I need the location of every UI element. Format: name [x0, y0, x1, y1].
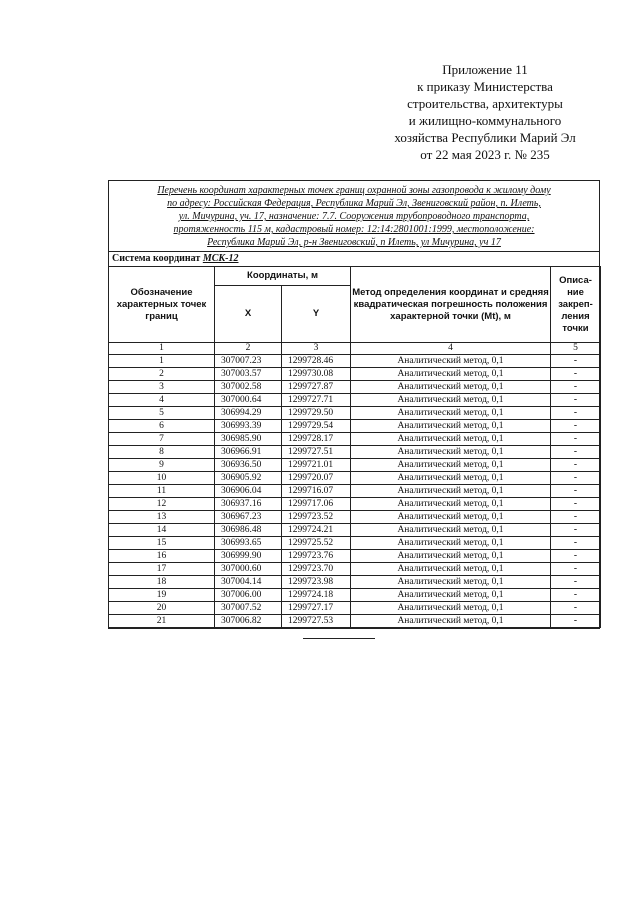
- header-fixing: Описа-ние закреп-ления точки: [551, 267, 601, 343]
- method-cell: Аналитический метод, 0,1: [351, 537, 551, 550]
- method-cell: Аналитический метод, 0,1: [351, 563, 551, 576]
- method-cell: Аналитический метод, 0,1: [351, 381, 551, 394]
- point-number-cell: 14: [109, 524, 215, 537]
- y-coordinate-cell: 1299729.50: [282, 407, 351, 420]
- x-coordinate-cell: 306994.29: [215, 407, 282, 420]
- header-y: Y: [282, 286, 351, 343]
- method-cell: Аналитический метод, 0,1: [351, 550, 551, 563]
- point-number-cell: 2: [109, 368, 215, 381]
- header-method: Метод определения координат и средняя квадратическая погрешность положения характерной точки (Mt), м: [351, 267, 551, 343]
- table-row: [109, 433, 601, 446]
- point-number-cell: 8: [109, 446, 215, 459]
- x-coordinate-cell: 306993.65: [215, 537, 282, 550]
- y-coordinate-cell: 1299723.70: [282, 563, 351, 576]
- table-row: [109, 355, 601, 368]
- x-coordinate-cell: 307000.64: [215, 394, 282, 407]
- table-row: [109, 550, 601, 563]
- table-row: [109, 472, 601, 485]
- header-designation: Обозначение характерных точек границ: [109, 267, 215, 343]
- caption-line: протяженность 115 м, кадастровый номер: 12:14:2801001:1999, местоположение:: [173, 224, 535, 235]
- point-number-cell: 6: [109, 420, 215, 433]
- x-coordinate-cell: 306986.48: [215, 524, 282, 537]
- table-row: [109, 602, 601, 615]
- closing-rule: [303, 638, 375, 639]
- x-coordinate-cell: 307003.57: [215, 368, 282, 381]
- table-row: [109, 381, 601, 394]
- appendix-line: Приложение 11: [442, 62, 528, 77]
- method-cell: Аналитический метод, 0,1: [351, 524, 551, 537]
- fixing-cell: -: [551, 433, 601, 446]
- column-numbers-row: [109, 343, 601, 355]
- y-coordinate-cell: 1299728.17: [282, 433, 351, 446]
- point-number-cell: 20: [109, 602, 215, 615]
- table-row: [109, 446, 601, 459]
- table-row: [109, 498, 601, 511]
- x-coordinate-cell: 306985.90: [215, 433, 282, 446]
- table-row: [109, 485, 601, 498]
- y-coordinate-cell: 1299723.52: [282, 511, 351, 524]
- x-coordinate-cell: 306936.50: [215, 459, 282, 472]
- y-coordinate-cell: 1299730.08: [282, 368, 351, 381]
- table-row: [109, 511, 601, 524]
- point-number-cell: 9: [109, 459, 215, 472]
- coordinate-system-label: Система координат: [112, 253, 201, 264]
- table-row: [109, 459, 601, 472]
- appendix-line: хозяйства Республики Марий Эл: [394, 130, 576, 145]
- table-row: [109, 563, 601, 576]
- x-coordinate-cell: 307006.82: [215, 615, 282, 628]
- method-cell: Аналитический метод, 0,1: [351, 368, 551, 381]
- column-number: 5: [551, 343, 601, 355]
- table-row: [109, 394, 601, 407]
- x-coordinate-cell: 306937.16: [215, 498, 282, 511]
- fixing-cell: -: [551, 394, 601, 407]
- point-number-cell: 21: [109, 615, 215, 628]
- point-number-cell: 4: [109, 394, 215, 407]
- fixing-cell: -: [551, 355, 601, 368]
- fixing-cell: -: [551, 368, 601, 381]
- method-cell: Аналитический метод, 0,1: [351, 355, 551, 368]
- appendix-line: к приказу Министерства: [417, 79, 553, 94]
- fixing-cell: -: [551, 537, 601, 550]
- table-row: [109, 407, 601, 420]
- coordinates-table-body: [109, 355, 601, 628]
- y-coordinate-cell: 1299725.52: [282, 537, 351, 550]
- y-coordinate-cell: 1299723.76: [282, 550, 351, 563]
- x-coordinate-cell: 306905.92: [215, 472, 282, 485]
- fixing-cell: -: [551, 446, 601, 459]
- coordinates-document-frame: [108, 180, 600, 629]
- y-coordinate-cell: 1299721.01: [282, 459, 351, 472]
- method-cell: Аналитический метод, 0,1: [351, 433, 551, 446]
- table-caption: [109, 181, 599, 252]
- y-coordinate-cell: 1299729.54: [282, 420, 351, 433]
- method-cell: Аналитический метод, 0,1: [351, 394, 551, 407]
- table-row: [109, 589, 601, 602]
- y-coordinate-cell: 1299724.21: [282, 524, 351, 537]
- x-coordinate-cell: 307006.00: [215, 589, 282, 602]
- y-coordinate-cell: 1299727.17: [282, 602, 351, 615]
- fixing-cell: -: [551, 459, 601, 472]
- method-cell: Аналитический метод, 0,1: [351, 615, 551, 628]
- fixing-cell: -: [551, 407, 601, 420]
- y-coordinate-cell: 1299723.98: [282, 576, 351, 589]
- coordinates-table: [108, 266, 601, 628]
- x-coordinate-cell: 307007.52: [215, 602, 282, 615]
- x-coordinate-cell: 307004.14: [215, 576, 282, 589]
- method-cell: Аналитический метод, 0,1: [351, 589, 551, 602]
- column-number: 2: [215, 343, 282, 355]
- header-x: X: [215, 286, 282, 343]
- table-row: [109, 615, 601, 628]
- coordinate-system-row: [109, 252, 599, 267]
- fixing-cell: -: [551, 381, 601, 394]
- method-cell: Аналитический метод, 0,1: [351, 576, 551, 589]
- point-number-cell: 7: [109, 433, 215, 446]
- y-coordinate-cell: 1299717.06: [282, 498, 351, 511]
- point-number-cell: 11: [109, 485, 215, 498]
- x-coordinate-cell: 306906.04: [215, 485, 282, 498]
- point-number-cell: 17: [109, 563, 215, 576]
- point-number-cell: 5: [109, 407, 215, 420]
- fixing-cell: -: [551, 498, 601, 511]
- point-number-cell: 12: [109, 498, 215, 511]
- caption-line: Перечень координат характерных точек границ охранной зоны газопровода к жилому дому: [157, 185, 551, 196]
- table-row: [109, 420, 601, 433]
- fixing-cell: -: [551, 550, 601, 563]
- point-number-cell: 16: [109, 550, 215, 563]
- method-cell: Аналитический метод, 0,1: [351, 407, 551, 420]
- x-coordinate-cell: 306967.23: [215, 511, 282, 524]
- y-coordinate-cell: 1299727.51: [282, 446, 351, 459]
- table-row: [109, 368, 601, 381]
- x-coordinate-cell: 306966.91: [215, 446, 282, 459]
- column-number: 4: [351, 343, 551, 355]
- fixing-cell: -: [551, 485, 601, 498]
- point-number-cell: 10: [109, 472, 215, 485]
- point-number-cell: 3: [109, 381, 215, 394]
- y-coordinate-cell: 1299716.07: [282, 485, 351, 498]
- caption-line: ул. Мичурина, уч. 17, назначение: 7.7. Сооружения трубопроводного транспорта,: [178, 211, 530, 222]
- fixing-cell: -: [551, 589, 601, 602]
- method-cell: Аналитический метод, 0,1: [351, 511, 551, 524]
- caption-line: Республика Марий Эл, р-н Звениговский, п Илеть, ул Мичурина, уч 17: [207, 237, 501, 248]
- x-coordinate-cell: 307007.23: [215, 355, 282, 368]
- x-coordinate-cell: 307002.58: [215, 381, 282, 394]
- y-coordinate-cell: 1299724.18: [282, 589, 351, 602]
- point-number-cell: 19: [109, 589, 215, 602]
- fixing-cell: -: [551, 420, 601, 433]
- table-row: [109, 524, 601, 537]
- method-cell: Аналитический метод, 0,1: [351, 459, 551, 472]
- method-cell: Аналитический метод, 0,1: [351, 472, 551, 485]
- appendix-header: [380, 61, 590, 163]
- column-number: 3: [282, 343, 351, 355]
- method-cell: Аналитический метод, 0,1: [351, 485, 551, 498]
- fixing-cell: -: [551, 472, 601, 485]
- x-coordinate-cell: 306993.39: [215, 420, 282, 433]
- method-cell: Аналитический метод, 0,1: [351, 602, 551, 615]
- point-number-cell: 13: [109, 511, 215, 524]
- table-row: [109, 537, 601, 550]
- y-coordinate-cell: 1299728.46: [282, 355, 351, 368]
- fixing-cell: -: [551, 524, 601, 537]
- y-coordinate-cell: 1299727.87: [282, 381, 351, 394]
- point-number-cell: 18: [109, 576, 215, 589]
- method-cell: Аналитический метод, 0,1: [351, 420, 551, 433]
- appendix-line: от 22 мая 2023 г. № 235: [420, 147, 550, 162]
- method-cell: Аналитический метод, 0,1: [351, 446, 551, 459]
- coordinate-system-name: МСК-12: [202, 253, 239, 264]
- fixing-cell: -: [551, 511, 601, 524]
- y-coordinate-cell: 1299727.53: [282, 615, 351, 628]
- fixing-cell: -: [551, 563, 601, 576]
- point-number-cell: 1: [109, 355, 215, 368]
- caption-line: по адресу: Российская Федерация, Республика Марий Эл, Звениговский район, п. Илеть,: [167, 198, 541, 209]
- y-coordinate-cell: 1299727.71: [282, 394, 351, 407]
- column-number: 1: [109, 343, 215, 355]
- appendix-line: строительства, архитектуры: [407, 96, 563, 111]
- point-number-cell: 15: [109, 537, 215, 550]
- y-coordinate-cell: 1299720.07: [282, 472, 351, 485]
- x-coordinate-cell: 306999.90: [215, 550, 282, 563]
- x-coordinate-cell: 307000.60: [215, 563, 282, 576]
- appendix-line: и жилищно-коммунального: [408, 113, 562, 128]
- fixing-cell: -: [551, 602, 601, 615]
- header-coordinates: Координаты, м: [215, 267, 351, 286]
- fixing-cell: -: [551, 615, 601, 628]
- fixing-cell: -: [551, 576, 601, 589]
- method-cell: Аналитический метод, 0,1: [351, 498, 551, 511]
- table-row: [109, 576, 601, 589]
